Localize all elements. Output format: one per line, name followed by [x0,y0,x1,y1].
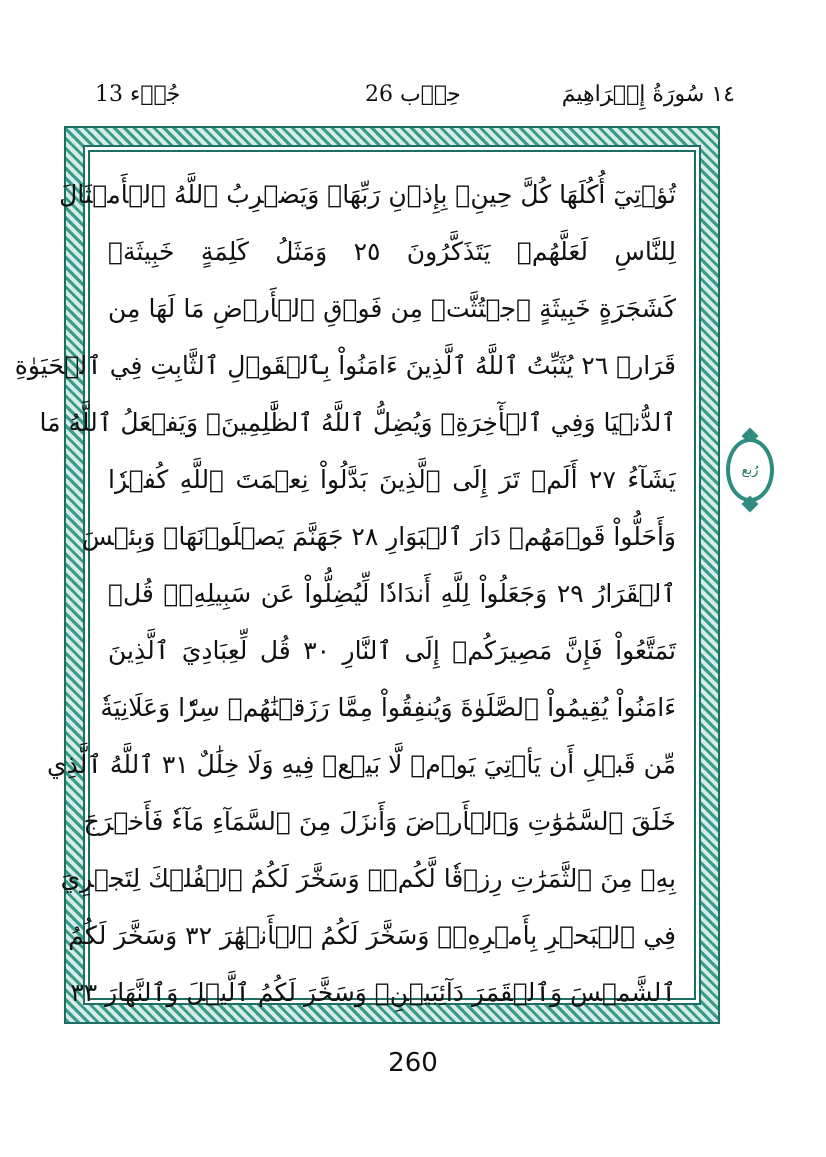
rub-marker-label: رُبع [726,438,774,502]
text-line-6: يَشَآءُ ٢٧ أَلَمۡ تَرَ إِلَى ٱلَّذِينَ بَدَّلُواْ نِعۡمَتَ ٱللَّهِ كُفۡرٗا [108,465,676,494]
hizb-label: حِزۡب 26 [365,82,461,107]
text-line-9: تَمَتَّعُواْ فَإِنَّ مَصِيرَكُمۡ إِلَى ٱلنَّارِ ٣٠ قُل لِّعِبَادِيَ ٱلَّذِينَ [108,636,677,665]
text-panel [14,150,696,1007]
text-line-13: بِهِۦ مِنَ ٱلثَّمَرَٰتِ رِزۡقٗا لَّكُمۡۖ وَسَخَّرَ لَكُمُ ٱلۡفُلۡكَ لِتَجۡرِيَ [60,864,676,893]
text-line-3: كَشَجَرَةٍ خَبِيثَةٍ ٱجۡتُثَّتۡ مِن فَوۡقِ ٱلۡأَرۡضِ مَا لَهَا مِن [108,294,676,323]
text-line-2: لِلنَّاسِ لَعَلَّهُمۡ يَتَذَكَّرُونَ ٢٥ وَمَثَلُ كَلِمَةٍ خَبِيثَةٖ [108,237,676,266]
verse-text [14,166,677,1007]
text-line-8: ٱلۡقَرَارُ ٢٩ وَجَعَلُواْ لِلَّهِ أَندَادٗا لِّيُضِلُّواْ عَن سَبِيلِهِۦۗ قُلۡ [108,579,676,608]
text-line-10: ءَامَنُواْ يُقِيمُواْ ٱلصَّلَوٰةَ وَيُنفِقُواْ مِمَّا رَزَقۡنَٰهُمۡ سِرّٗا وَعَلَانِيَةٗ [100,693,676,722]
ornamental-frame [14,126,720,1024]
page-number: 260 [388,1048,438,1078]
juz-label: جُزۡء 13 [95,82,181,107]
text-line-5: ٱلدُّنۡيَا وَفِي ٱلۡأٓخِرَةِۖ وَيُضِلُّ ٱللَّهُ ٱلظَّٰلِمِينَۚ وَيَفۡعَلُ ٱللَّهُ مَا [39,408,676,437]
text-line-12: خَلَقَ ٱلسَّمَٰوَٰتِ وَٱلۡأَرۡضَ وَأَنزَلَ مِنَ ٱلسَّمَآءِ مَآءٗ فَأَخۡرَجَ [83,807,676,836]
page-header [95,82,735,118]
surah-title: ١٤ سُورَةُ إِبۡرَاهِيمَ [561,82,735,107]
text-line-4: قَرَارٖ ٢٦ يُثَبِّتُ ٱللَّهُ ٱلَّذِينَ ءَامَنُواْ بِٱلۡقَوۡلِ ٱلثَّابِتِ فِي ٱلۡحَيَوٰةِ [14,351,676,380]
text-line-1: تُؤۡتِيٓ أُكُلَهَا كُلَّ حِينِۢ بِإِذۡنِ رَبِّهَاۗ وَيَضۡرِبُ ٱللَّهُ ٱلۡأَمۡثَالَ [59,180,676,209]
rub-marker [722,428,778,512]
text-line-7: وَأَحَلُّواْ قَوۡمَهُمۡ دَارَ ٱلۡبَوَارِ ٢٨ جَهَنَّمَ يَصۡلَوۡنَهَاۖ وَبِئۡسَ [82,522,676,551]
text-line-14: فِي ٱلۡبَحۡرِ بِأَمۡرِهِۦۖ وَسَخَّرَ لَكُمُ ٱلۡأَنۡهَٰرَ ٣٢ وَسَخَّرَ لَكُمُ [68,921,676,950]
text-line-15: ٱلشَّمۡسَ وَٱلۡقَمَرَ دَآئِبَيۡنِۖ وَسَخَّرَ لَكُمُ ٱلَّيۡلَ وَٱلنَّهَارَ ٣٣ [70,978,676,1007]
text-line-11: مِّن قَبۡلِ أَن يَأۡتِيَ يَوۡمٞ لَّا بَيۡعٞ فِيهِ وَلَا خِلَٰلٌ ٣١ ٱللَّهُ ٱلَّذِي [47,750,676,779]
